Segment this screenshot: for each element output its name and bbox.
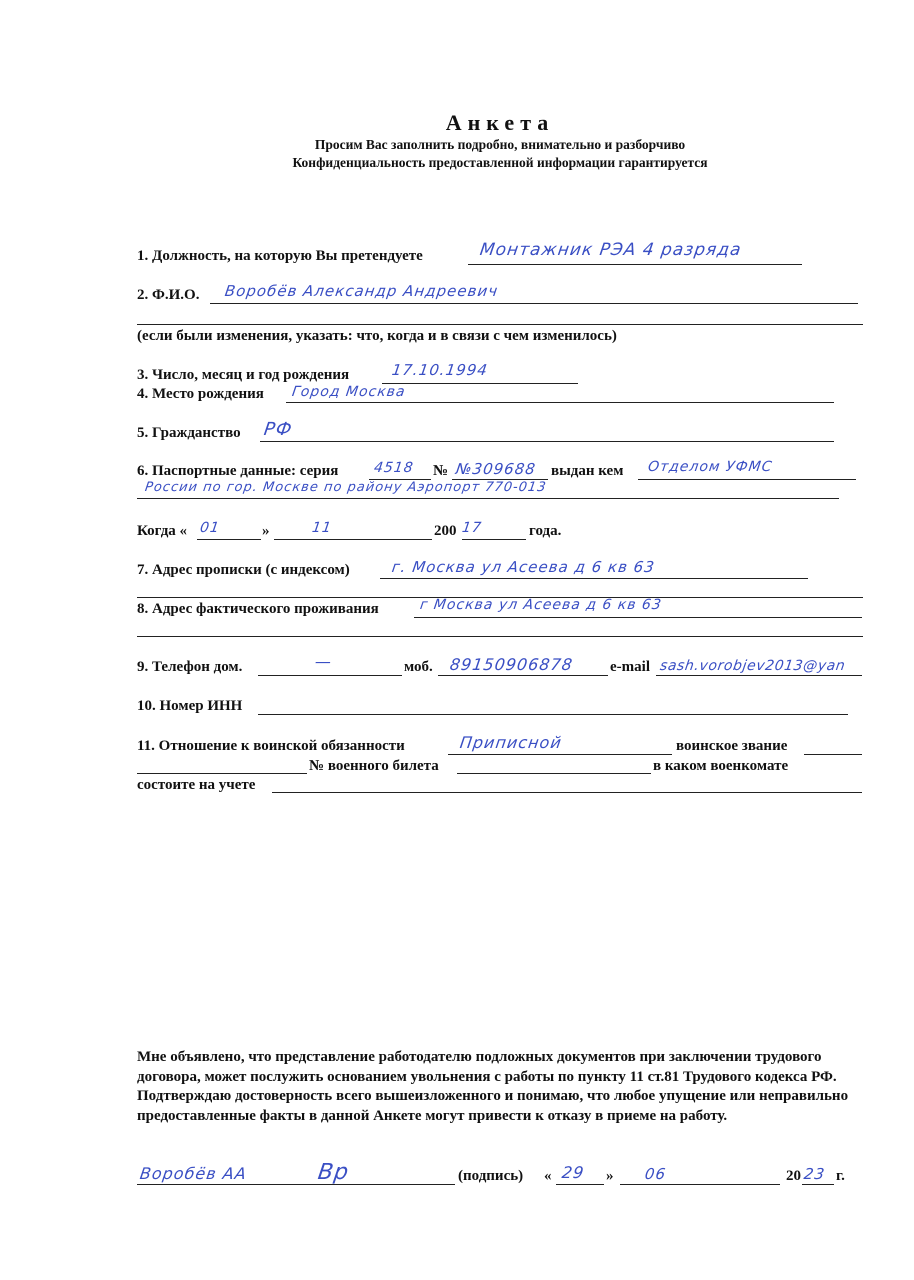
signatory-name: Воробёв АА bbox=[138, 1164, 249, 1183]
military-ticket-label: № военного билета bbox=[309, 758, 439, 774]
date-year-line[interactable] bbox=[802, 1184, 834, 1185]
birthdate-field-line[interactable] bbox=[382, 383, 578, 384]
issued-by-value-1: Отделом УФМС bbox=[646, 459, 774, 475]
phone-mob-value: 89150906878 bbox=[448, 655, 575, 674]
page-title: Анкета bbox=[445, 110, 555, 135]
signature-mark: Вр bbox=[316, 1160, 351, 1185]
registered-line[interactable] bbox=[272, 792, 862, 793]
citizenship-field-line[interactable] bbox=[260, 441, 834, 442]
date-month-value: 06 bbox=[643, 1165, 668, 1183]
fio-field-line[interactable] bbox=[210, 303, 858, 304]
issued-by-line-1[interactable] bbox=[638, 479, 856, 480]
when-year-line[interactable] bbox=[462, 539, 526, 540]
date-year-prefix: 20 bbox=[786, 1168, 801, 1184]
inn-label: 10. Номер ИНН bbox=[137, 698, 243, 714]
actual-address-value: г Москва ул Асеева д 6 кв 63 bbox=[418, 597, 663, 613]
declaration-text: Мне объявлено, что представление работодателю подложных документов при заключении трудового договора, может послужить основанием увольнения с работы по пункту 11 ст.81 Трудового кодекса РФ. Подтверждаю достоверность всего вышеизложенного и понимаю, что любое упущение или неправильно предоставленные факты в данной Анкете могут привести к отказу в приеме на работу. bbox=[137, 1049, 849, 1124]
passport-label: 6. Паспортные данные: серия bbox=[137, 463, 339, 479]
actual-address-line-2[interactable] bbox=[137, 636, 863, 637]
phone-mob-label: моб. bbox=[404, 659, 433, 675]
passport-no-label: № bbox=[433, 463, 449, 479]
signature-line[interactable] bbox=[137, 1184, 455, 1185]
fio-label: 2. Ф.И.О. bbox=[137, 287, 200, 303]
actual-address-line[interactable] bbox=[414, 617, 862, 618]
phone-home-value: — bbox=[313, 652, 334, 671]
birthplace-field-line[interactable] bbox=[286, 402, 834, 403]
actual-address-label: 8. Адрес фактического проживания bbox=[137, 601, 379, 617]
email-value: sash.vorobjev2013@yan bbox=[658, 658, 847, 674]
when-label: Когда « bbox=[137, 523, 188, 539]
registered-label: состоите на учете bbox=[137, 777, 256, 793]
date-month-line[interactable] bbox=[620, 1184, 780, 1185]
date-year-value: 23 bbox=[802, 1165, 827, 1183]
issued-label: выдан кем bbox=[551, 463, 624, 479]
subtitle-confidentiality: Конфиденциальность предоставленной информации гарантируется bbox=[292, 155, 708, 170]
military-value: Приписной bbox=[458, 733, 564, 752]
fio-extra-line[interactable] bbox=[137, 324, 863, 325]
subtitle-fill-instructions: Просим Вас заполнить подробно, внимательно и разборчиво bbox=[314, 137, 686, 152]
reg-address-value: г. Москва ул Асеева д 6 кв 63 bbox=[390, 558, 657, 576]
when-day-line[interactable] bbox=[197, 539, 261, 540]
citizenship-value: РФ bbox=[262, 419, 294, 440]
position-field-line[interactable] bbox=[468, 264, 802, 265]
fio-value: Воробёв Александр Андреевич bbox=[223, 282, 500, 300]
position-label: 1. Должность, на которую Вы претендуете bbox=[137, 248, 423, 264]
date-day-line[interactable] bbox=[556, 1184, 604, 1185]
position-value: Монтажник РЭА 4 разряда bbox=[478, 240, 743, 260]
date-day-value: 29 bbox=[560, 1163, 586, 1182]
military-label: 11. Отношение к воинской обязанности bbox=[137, 738, 405, 754]
citizenship-label: 5. Гражданство bbox=[137, 425, 241, 441]
email-label: e-mail bbox=[610, 659, 650, 675]
military-rank-line[interactable] bbox=[804, 754, 862, 755]
passport-series-value: 4518 bbox=[372, 460, 415, 476]
reg-address-label: 7. Адрес прописки (с индексом) bbox=[137, 562, 350, 578]
when-month-line[interactable] bbox=[274, 539, 432, 540]
inn-field-line[interactable] bbox=[258, 714, 848, 715]
when-close-quote: » bbox=[262, 523, 270, 539]
phone-mob-line[interactable] bbox=[438, 675, 608, 676]
birthdate-value: 17.10.1994 bbox=[390, 361, 490, 379]
military-field-line[interactable] bbox=[448, 754, 672, 755]
when-day-value: 01 bbox=[198, 520, 221, 536]
phone-home-label: 9. Телефон дом. bbox=[137, 659, 243, 675]
when-year-label: года. bbox=[529, 523, 562, 539]
birthplace-value: Город Москва bbox=[290, 384, 407, 400]
when-month-value: 11 bbox=[310, 520, 333, 536]
birthdate-label: 3. Число, месяц и год рождения bbox=[137, 367, 350, 383]
issued-by-line-2[interactable] bbox=[137, 498, 839, 499]
date-year-label: г. bbox=[836, 1168, 845, 1184]
date-open-quote: « bbox=[544, 1168, 552, 1184]
changes-note: (если были изменения, указать: что, когда и в связи с чем изменилось) bbox=[137, 328, 617, 344]
issued-by-value-2: России по гор. Москве по району Аэропорт 770-013 bbox=[143, 480, 548, 495]
date-close-quote: » bbox=[606, 1168, 614, 1184]
military-rank-label: воинское звание bbox=[676, 738, 788, 754]
military-rank-line-2[interactable] bbox=[137, 773, 307, 774]
birthplace-label: 4. Место рождения bbox=[137, 386, 264, 402]
phone-home-line[interactable] bbox=[258, 675, 402, 676]
signature-label: (подпись) bbox=[458, 1168, 524, 1184]
when-year-value: 17 bbox=[460, 520, 483, 536]
passport-number-value: №309688 bbox=[454, 460, 538, 478]
reg-address-line[interactable] bbox=[380, 578, 808, 579]
email-line[interactable] bbox=[656, 675, 862, 676]
military-office-label: в каком военкомате bbox=[653, 758, 789, 774]
military-ticket-line[interactable] bbox=[457, 773, 651, 774]
when-year-prefix: 200 bbox=[434, 523, 457, 539]
